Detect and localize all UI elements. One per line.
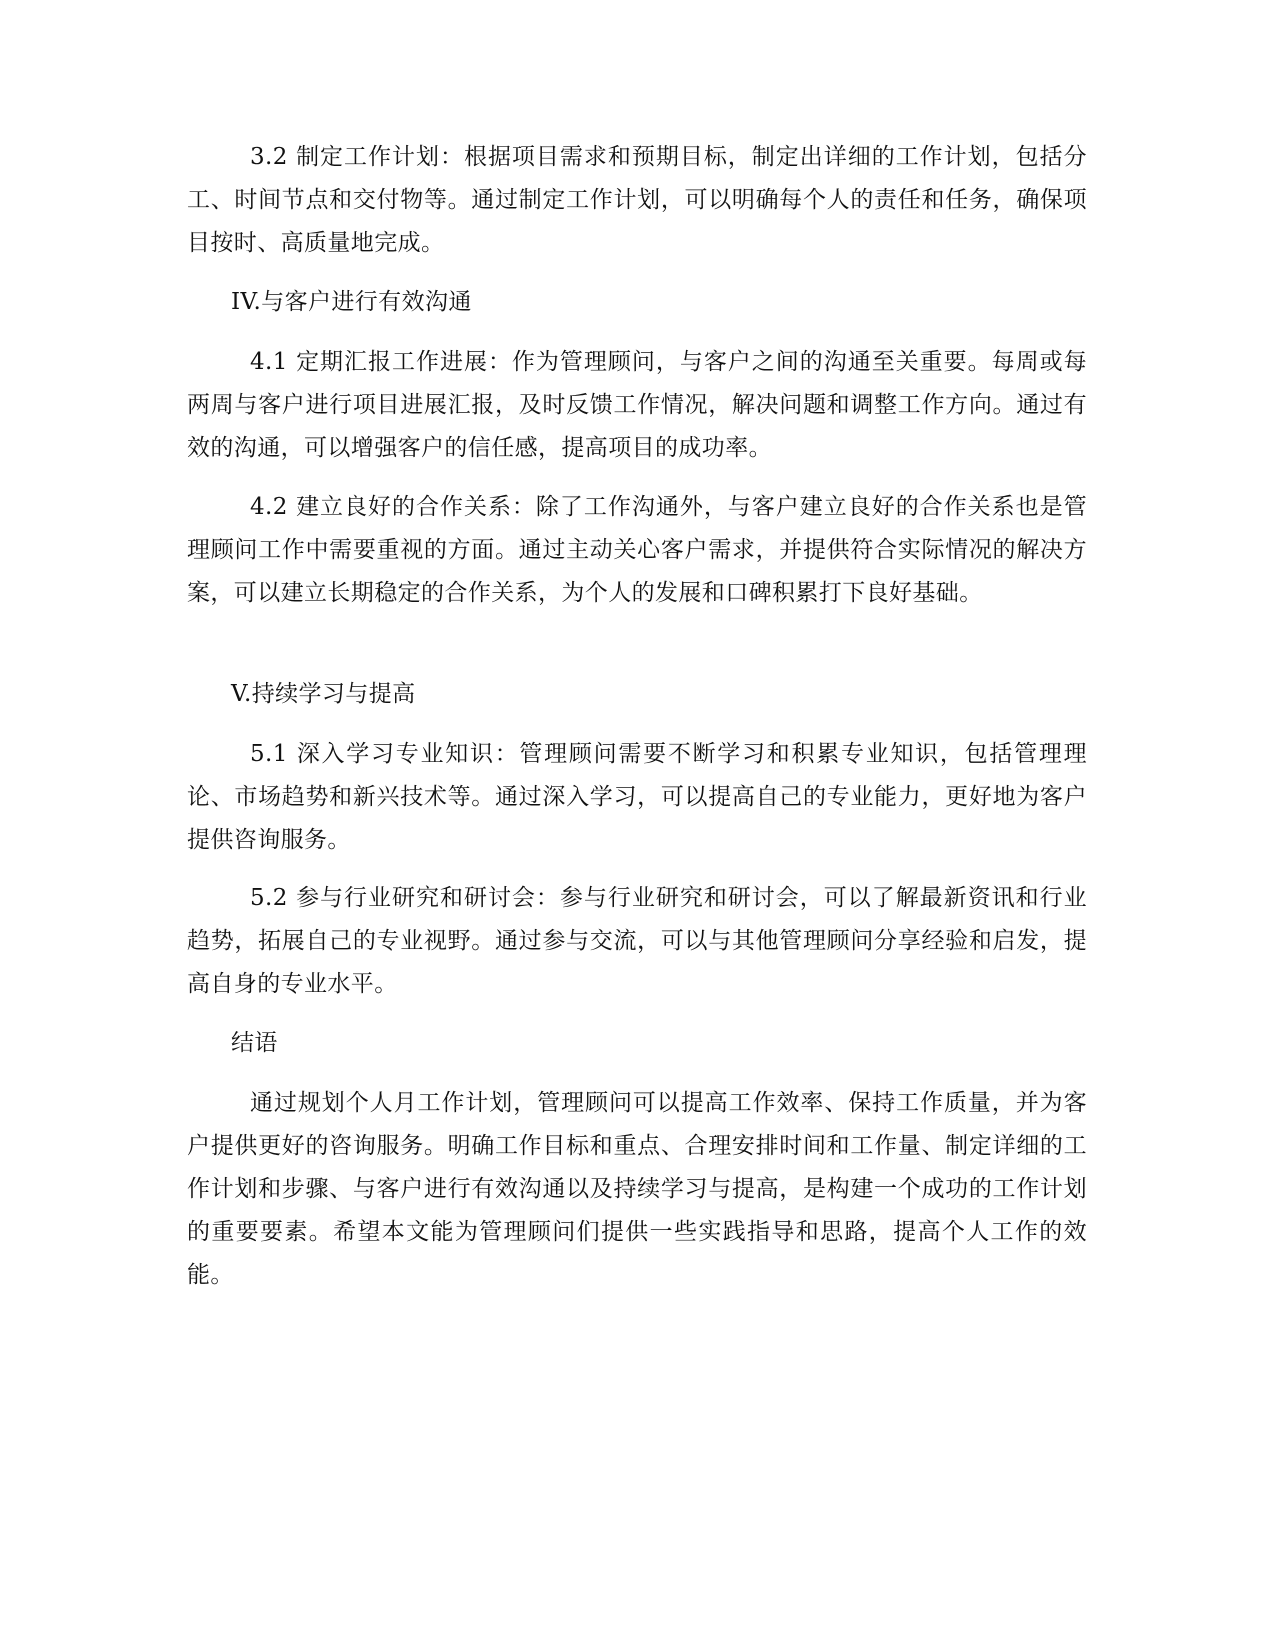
- conclusion-heading: 结语: [231, 1030, 278, 1056]
- paragraph-5-2: 5.2 参与行业研究和研讨会：参与行业研究和研讨会，可以了解最新资讯和行业趋势，拓展自己的专业视野。通过参与交流，可以与其他管理顾问分享经验和启发，提高自身的专业水平。: [187, 885, 1087, 997]
- paragraph-4-1: 4.1 定期汇报工作进展：作为管理顾问，与客户之间的沟通至关重要。每周或每两周与客户进行项目进展汇报，及时反馈工作情况，解决问题和调整工作方向。通过有效的沟通，可以增强客户的信任感，提高项目的成功率。: [187, 349, 1087, 461]
- section-heading-iv: IV.与客户进行有效沟通: [231, 289, 472, 315]
- section-heading-v: V.持续学习与提高: [231, 681, 416, 707]
- paragraph-conclusion: 通过规划个人月工作计划，管理顾问可以提高工作效率、保持工作质量，并为客户提供更好的咨询服务。明确工作目标和重点、合理安排时间和工作量、制定详细的工作计划和步骤、与客户进行有效沟通以及持续学习与提高，是构建一个成功的工作计划的重要要素。希望本文能为管理顾问们提供一些实践指导和思路，提高个人工作的效能。: [187, 1090, 1087, 1288]
- paragraph-4-2: 4.2 建立良好的合作关系：除了工作沟通外，与客户建立良好的合作关系也是管理顾问工作中需要重视的方面。通过主动关心客户需求，并提供符合实际情况的解决方案，可以建立长期稳定的合作关系，为个人的发展和口碑积累打下良好基础。: [187, 494, 1087, 606]
- paragraph-3-2: 3.2 制定工作计划：根据项目需求和预期目标，制定出详细的工作计划，包括分工、时间节点和交付物等。通过制定工作计划，可以明确每个人的责任和任务，确保项目按时、高质量地完成。: [187, 144, 1087, 256]
- paragraph-5-1: 5.1 深入学习专业知识：管理顾问需要不断学习和积累专业知识，包括管理理论、市场趋势和新兴技术等。通过深入学习，可以提高自己的专业能力，更好地为客户提供咨询服务。: [187, 741, 1087, 853]
